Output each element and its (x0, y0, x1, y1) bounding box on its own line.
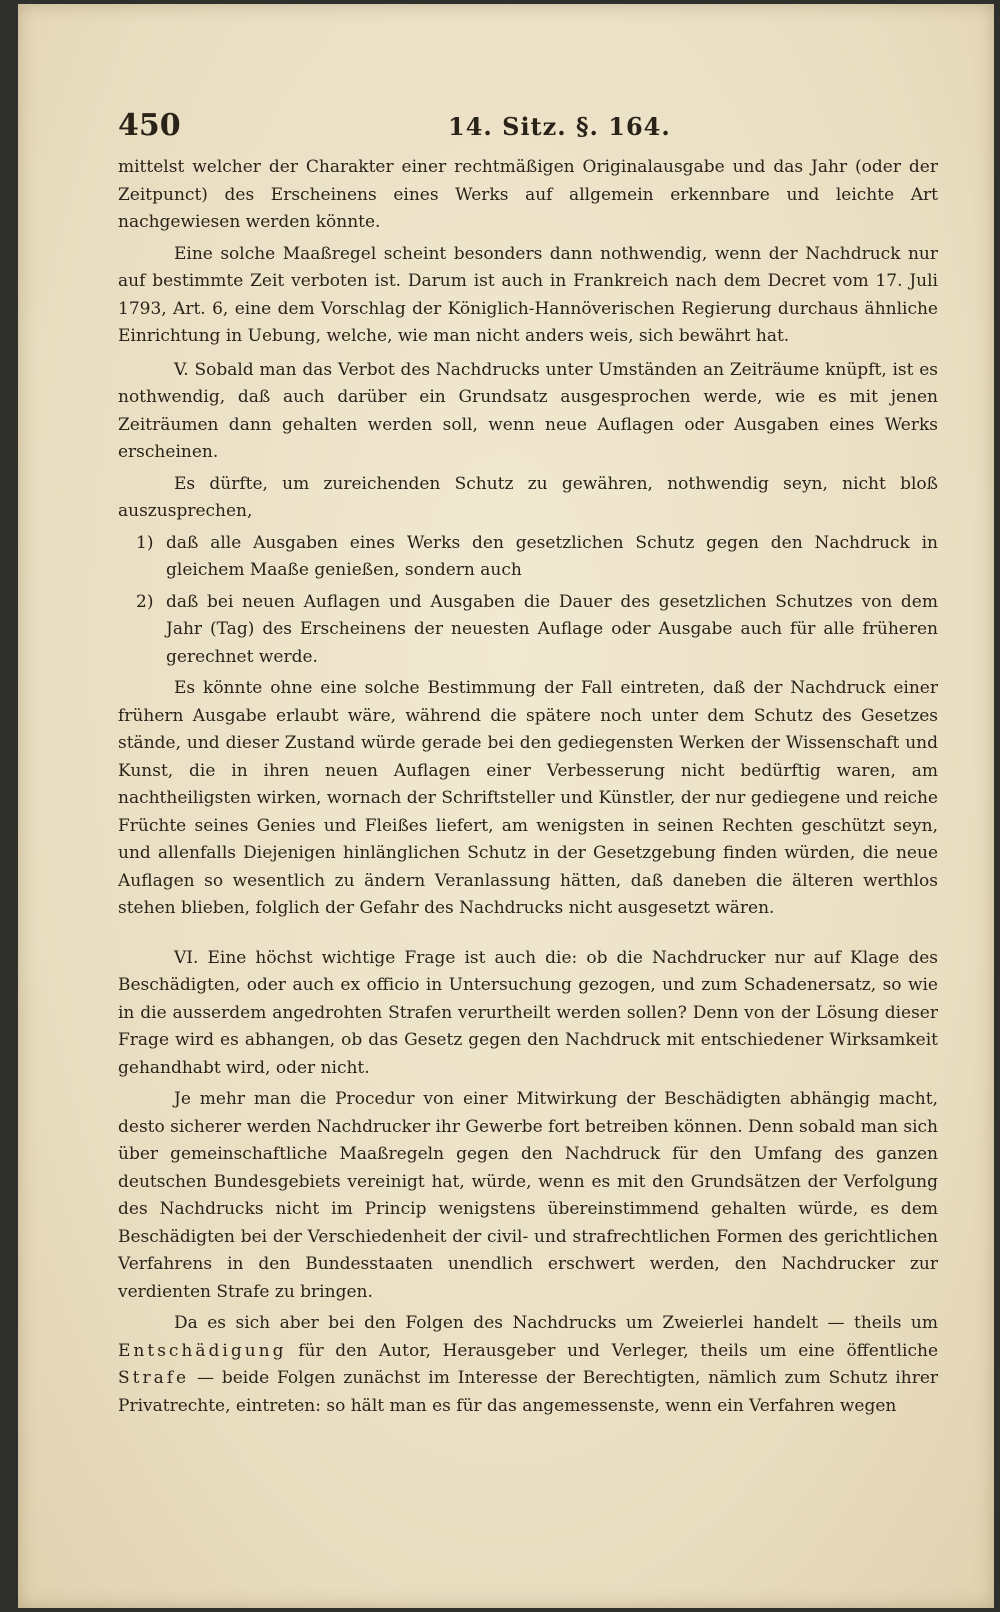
paragraph: Es dürfte, um zureichenden Schutz zu gewähren, nothwendig seyn, nicht bloß auszusprechen, (118, 473, 938, 521)
page-number: 450 (118, 108, 181, 143)
paragraph-part: für den Autor, Herausgeber und Verleger, theils um eine öffentliche (298, 1340, 939, 1361)
paragraph-part: Da es sich aber bei den Folgen des Nachdrucks um Zweierlei handelt — theils um (174, 1313, 938, 1333)
page-header (118, 108, 938, 148)
paragraph: Eine solche Maaßregel scheint besonders dann nothwendig, wenn der Nachdruck nur auf bestimmte Zeit verboten ist. Darum ist auch in Frankreich nach dem Decret vom 17. Juli 1793, Art. 6, eine dem Vorschlag der Königlich-Hannöverischen Regierung durchaus ähnliche Einrichtung in Uebung, welche, wie man nicht anders weis, sich bewährt hat. (118, 243, 938, 346)
paragraph (118, 1310, 938, 1420)
spaced-emphasis: Entschädigung (118, 1340, 287, 1361)
list-item-text: daß alle Ausgaben eines Werks den gesetzlichen Schutz gegen den Nachdruck in gleichem Maaße genießen, sondern auch (166, 532, 938, 580)
body-text (118, 154, 938, 1424)
list-item (118, 589, 938, 672)
section-paragraph-v: V. Sobald man das Verbot des Nachdrucks unter Umständen an Zeiträume knüpft, ist es nothwendig, daß auch darüber ein Grundsatz ausgesprochen werde, wie es mit jenen Zeiträumen dann gehalten werden soll, wenn neue Auflagen oder Ausgaben eines Werks erscheinen. (118, 359, 938, 462)
list-item-number: 1) (136, 532, 154, 553)
list-item-number: 2) (136, 591, 154, 612)
paragraph: Je mehr man die Procedur von einer Mitwirkung der Beschädigten abhängig macht, desto sicherer werden Nachdrucker ihr Gewerbe fort betreiben können. Denn sobald man sich über gemeinschaftliche Maaßregeln gegen den Nachdruck für den Umfang des ganzen deutschen Bundesgebiets vereinigt hat, würde, wenn es mit den Grundsätzen der Verfolgung des Nachdrucks nicht im Princip wenigstens übereinstimmend gehalten würde, es dem Beschädigten bei der Verschiedenheit der civil- und strafrechtlichen Formen des gerichtlichen Verfahrens in den Bundesstaaten unendlich erschwert werden, den Nachdrucker zur verdienten Strafe zu bringen. (118, 1089, 938, 1302)
section-paragraph-vi: VI. Eine höchst wichtige Frage ist auch die: ob die Nachdrucker nur auf Klage des Beschädigten, oder auch ex officio in Untersuchung gezogen, und zum Schadenersatz, so wie in die ausserdem angedrohten Strafen verurtheilt werden sollen? Denn von der Lösung dieser Frage wird es abhangen, ob das Gesetz gegen den Nachdruck mit entschiedener Wirksamkeit gehandhabt wird, oder nicht. (118, 947, 938, 1078)
list-item-text: daß bei neuen Auflagen und Ausgaben die Dauer des gesetzlichen Schutzes von dem Jahr (Tag) des Erscheinens der neuesten Auflage oder Ausgabe auch für alle früheren gerechnet werde. (166, 591, 938, 667)
paragraph: Es könnte ohne eine solche Bestimmung der Fall eintreten, daß der Nachdruck einer frühern Ausgabe erlaubt wäre, während die spätere noch unter dem Schutz des Gesetzes stände, und dieser Zustand würde gerade bei den gediegensten Werken der Wissenschaft und Kunst, die in ihren neuen Auflagen einer Verbesserung nicht bedürftig waren, am nachtheiligsten wirken, wornach der Schriftsteller und Künstler, der nur gediegene und reiche Früchte seines Genies und Fleißes liefert, am wenigsten in seinen Rechten geschützt seyn, und allenfalls Diejenigen hinlänglichen Schutz in der Gesetzgebung finden würden, die neue Auflagen so wesentlich zu ändern Veranlassung hätten, daß daneben die älteren werthlos stehen blieben, folglich der Gefahr des Nachdrucks nicht ausgesetzt wären. (118, 678, 938, 918)
running-head: 14. Sitz. §. 164. (448, 112, 671, 141)
spaced-emphasis: Strafe (118, 1368, 190, 1388)
paragraph-part: — beide Folgen zunächst im Interesse der Berechtigten, nämlich zum Schutz ihrer Privatrechte, eintreten: so hält man es für das angemessenste, wenn ein Verfahren wegen (118, 1368, 939, 1416)
list-item (118, 530, 938, 585)
book-page (18, 4, 994, 1608)
paragraph: mittelst welcher der Charakter einer rechtmäßigen Originalausgabe und das Jahr (oder der Zeitpunct) des Erscheinens eines Werks auf allgemein erkennbare und leichte Art nachgewiesen werden könnte. (118, 157, 938, 232)
